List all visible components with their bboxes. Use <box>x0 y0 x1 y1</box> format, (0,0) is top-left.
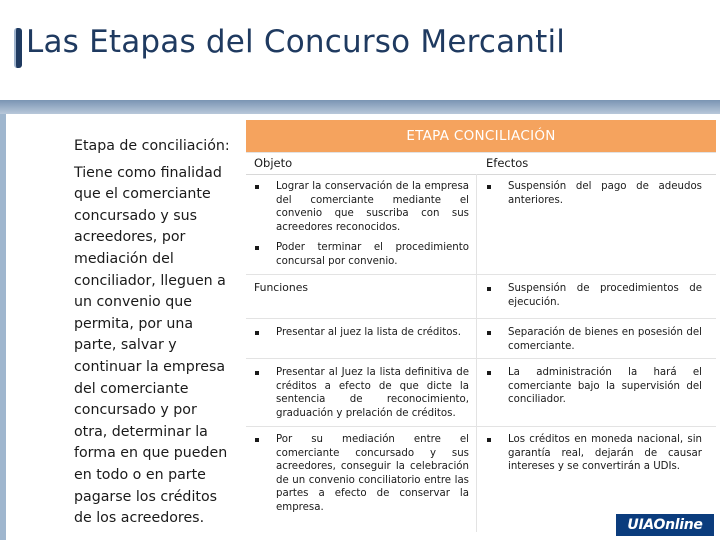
title-bar <box>0 0 720 90</box>
left-description <box>74 136 234 530</box>
logo-text: UIAOnline <box>627 517 703 533</box>
column-header-objeto: Objeto <box>254 156 293 170</box>
column-header-efectos: Efectos <box>486 156 529 170</box>
funcion-item: Presentar al juez la lista de créditos. <box>276 327 461 338</box>
efecto-item: Suspensión de procedimientos de ejecución. <box>508 283 702 308</box>
content-frame-top-band <box>0 100 720 114</box>
column-divider <box>476 174 477 532</box>
efecto-item: Separación de bienes en posesión del comerciante. <box>508 327 702 352</box>
bullet-icon <box>255 331 259 335</box>
page-title: Las Etapas del Concurso Mercantil <box>26 24 566 60</box>
stage-heading: Etapa de conciliación: <box>74 138 230 154</box>
table-header-title: ETAPA CONCILIACIÓN <box>406 128 556 144</box>
bullet-icon <box>487 331 491 335</box>
column-header-row <box>246 152 716 175</box>
title-accent-bar <box>14 28 22 68</box>
table-header <box>246 120 716 153</box>
funcion-item: Por su mediación entre el comerciante concursado y sus acreedores, conseguir la celebración de un convenio conciliatorio entre las partes a efecto de conservar la empresa. <box>276 434 469 513</box>
row-divider <box>246 274 716 275</box>
bullet-icon <box>255 371 259 375</box>
stage-description: Tiene como finalidad que el comerciante concursado y sus acreedores, por mediación del conciliador, lleguen a un convenio que permita, por una parte, salvar y continuar la empresa del comerciante concursado y por otra, determinar la forma en que pueden en todo o en parte pagarse los créditos de los acreedores. <box>74 164 228 527</box>
bullet-icon <box>487 438 491 442</box>
efecto-item: Los créditos en moneda nacional, sin garantía real, dejarán de causar intereses y se convertirán a UDIs. <box>508 434 702 472</box>
efecto-item: La administración la hará el comerciante bajo la supervisión del conciliador. <box>508 367 702 405</box>
bullet-icon <box>487 185 491 189</box>
bullet-icon <box>487 371 491 375</box>
funciones-label: Funciones <box>254 281 308 294</box>
bullet-icon <box>255 246 259 250</box>
bullet-icon <box>487 287 491 291</box>
stage-table <box>246 120 716 532</box>
objeto-item: Lograr la conservación de la empresa del comerciante mediante el convenio que suscriba con sus acreedores reconocidos. <box>276 181 469 233</box>
efecto-item: Suspensión del pago de adeudos anteriores. <box>508 181 702 206</box>
row-divider <box>246 318 716 319</box>
bullet-icon <box>255 438 259 442</box>
row-divider <box>246 358 716 359</box>
funcion-item: Presentar al Juez la lista definitiva de créditos a efecto de que dicte la sentencia de reconocimiento, graduación y prelación de créditos. <box>276 367 469 419</box>
row-divider <box>246 426 716 427</box>
objeto-item: Poder terminar el procedimiento concursal por convenio. <box>276 242 469 267</box>
uia-online-logo <box>616 514 714 536</box>
bullet-icon <box>255 185 259 189</box>
